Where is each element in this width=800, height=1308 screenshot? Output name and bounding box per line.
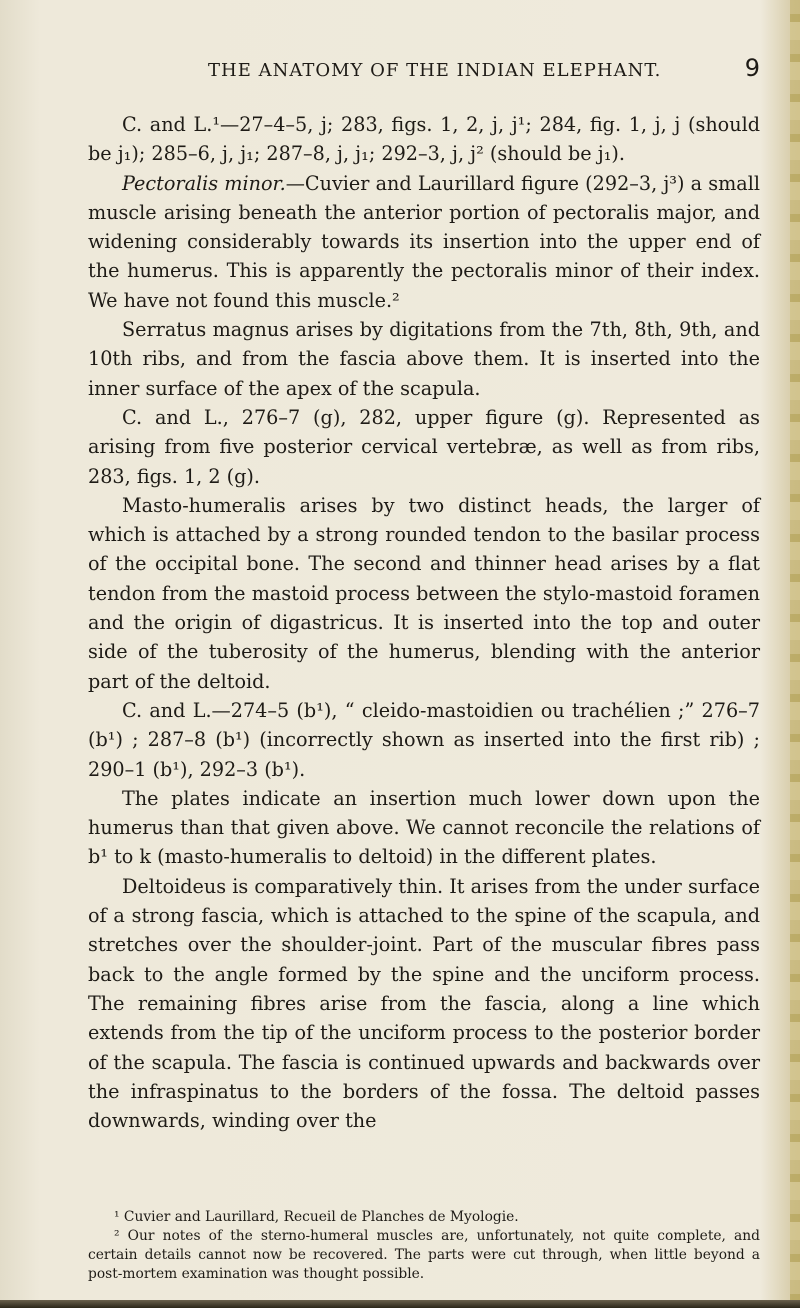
reference-text: C. and L., 276–7 (g), 282, upper figure (g). Represented as arising from five posterior cervical vertebræ, as well as from ribs, 283, figs. 1, 2 (g). bbox=[88, 405, 760, 488]
footnotes bbox=[88, 1208, 760, 1284]
description-text: Deltoideus is comparatively thin. It arises from the under surface of a strong fascia, which is attached to the spine of the scapula, and stretches over the shoulder-joint. Part of the muscular fibres pass back to the angle formed by the spine and the unciform process. The remaining fibres arise from the fascia, along a line which extends from the tip of the unciform process to the posterior border of the scapula. The fascia is continued upwards and backwards over the infraspinatus to the borders of the fossa. The deltoid passes downwards, winding over the bbox=[88, 874, 760, 1133]
footnote-1: ¹ Cuvier and Laurillard, Recueil de Planches de Myologie. bbox=[114, 1209, 519, 1225]
body-text bbox=[88, 110, 760, 1135]
description-text: The plates indicate an insertion much lower down upon the humerus than that given above. We cannot reconcile the relations of b¹ to k (masto-humeralis to deltoid) in the different plates. bbox=[88, 786, 760, 869]
reference-text: C. and L.¹—27–4–5, j; 283, figs. 1, 2, j, j¹; 284, fig. 1, j, j (should be j₁); 285–6, j, j₁; 287–8, j, j₁; 292–3, j, j² (should be j₁). bbox=[88, 113, 760, 166]
page-bottom-edge bbox=[0, 1300, 800, 1308]
footnote-2: ² Our notes of the sterno-humeral muscles are, unfortunately, not quite complete, and certain details cannot now be recovered. The parts were cut through, when little beyond a post-mortem examination was thought possible. bbox=[88, 1228, 760, 1282]
paragraph-deltoideus bbox=[88, 872, 760, 1136]
muscle-term: Pectoralis minor. bbox=[122, 171, 286, 195]
page-header bbox=[88, 54, 760, 90]
paragraph-plates-note bbox=[88, 784, 760, 872]
paragraph-masto-humeralis bbox=[88, 491, 760, 696]
paragraph-pectoralis-minor bbox=[88, 169, 760, 315]
description-text: Masto-humeralis arises by two distinct heads, the larger of which is attached by a strong rounded tendon to the basilar process of the occipital bone. The second and thinner head arises by a flat tendon from the mastoid process between the stylo-mastoid foramen and the origin of digastricus. It is inserted into the top and outer side of the tuberosity of the humerus, blending with the anterior part of the deltoid. bbox=[88, 493, 760, 693]
description-text: —Cuvier and Laurillard figure (292–3, j³) a small muscle arising beneath the anterior portion of pectoralis major, and widening considerably towards its insertion into the upper end of the humerus. This is apparently the pectoralis minor of their index. We have not found this muscle.² bbox=[88, 171, 760, 312]
paragraph-cuvier-laurillard-references bbox=[88, 110, 760, 169]
paragraph-serratus-magnus bbox=[88, 315, 760, 403]
paragraph-serratus-references bbox=[88, 403, 760, 491]
page-number: 9 bbox=[744, 54, 760, 82]
running-title: THE ANATOMY OF THE INDIAN ELEPHANT. bbox=[208, 60, 662, 81]
description-text: Serratus magnus arises by digitations from the 7th, 8th, 9th, and 10th ribs, and from the fascia above them. It is inserted into the inner surface of the apex of the scapula. bbox=[88, 318, 760, 400]
paragraph-masto-humeralis-references bbox=[88, 696, 760, 784]
reference-text: C. and L.—274–5 (b¹), “ cleido-mastoidien ou trachélien ;” 276–7 (b¹) ; 287–8 (b¹) (incorrectly shown as inserted into the first rib) ; 290–1 (b¹), 292–3 (b¹). bbox=[88, 698, 760, 781]
page-edge-right bbox=[790, 0, 800, 1308]
